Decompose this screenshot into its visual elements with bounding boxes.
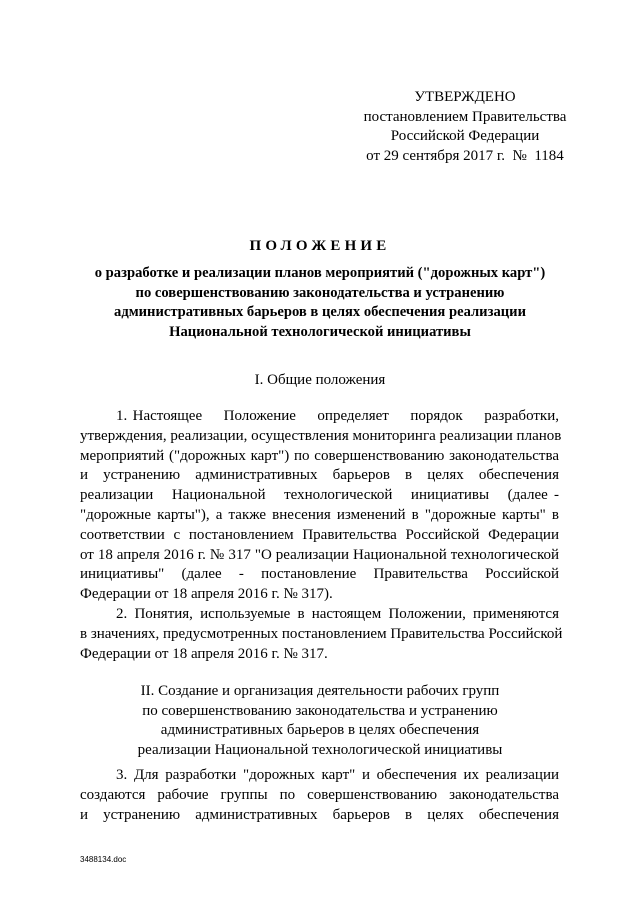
paragraph-line: соответствии с постановлением Правительства Российской Федерации	[80, 526, 559, 543]
paragraph-3	[80, 766, 559, 825]
paragraph-line: 3. Для разработки "дорожных карт" и обеспечения их реализации	[116, 767, 559, 783]
paragraph-line: 1. Настоящее Положение определяет порядок разработки,	[116, 408, 559, 424]
paragraph-line: создаются рабочие группы по совершенствованию законодательства	[80, 786, 559, 803]
document-subtitle	[60, 264, 580, 343]
section-2-heading-line: по совершенствованию законодательства и устранению	[142, 702, 498, 719]
approval-date-number: от 29 сентября 2017 г. № 1184	[366, 147, 564, 164]
paragraph-line: Федерации от 18 апреля 2016 г. № 317).	[80, 586, 333, 603]
section-1-heading	[60, 371, 580, 391]
section-2-heading-line: II. Создание и организация деятельности рабочих групп	[140, 683, 500, 699]
paragraph-1	[80, 407, 562, 605]
paragraph-line: 2. Понятия, используемые в настоящем Положении, применяются	[116, 606, 559, 622]
paragraph-line: и устранению административных барьеров в целях обеспечения	[80, 467, 559, 484]
paragraph-line: инициативы" (далее - постановление Правительства Российской	[80, 566, 559, 583]
approval-heading: УТВЕРЖДЕНО	[414, 89, 516, 105]
paragraph-line: "дорожные карты"), а также внесения изменений в "дорожные карты" в	[80, 506, 559, 523]
paragraph-line: реализации Национальной технологической инициативы (далее -	[80, 487, 559, 504]
approval-line-1: постановлением Правительства	[363, 108, 567, 125]
subtitle-line: административных барьеров в целях обеспечения реализации	[114, 304, 526, 321]
paragraph-line: утверждения, реализации, осуществления мониторинга реализации планов	[80, 427, 562, 444]
paragraph-2	[80, 605, 563, 664]
paragraph-line: в значениях, предусмотренных постановлением Правительства Российской	[80, 625, 563, 642]
paragraph-line: и устранению административных барьеров в целях обеспечения	[80, 806, 559, 823]
approval-line-2: Российской Федерации	[390, 128, 540, 144]
section-2-heading-line: реализации Национальной технологической инициативы	[137, 742, 503, 759]
subtitle-line: Национальной технологической инициативы	[169, 324, 471, 341]
paragraph-line: Федерации от 18 апреля 2016 г. № 317.	[80, 645, 328, 662]
section-2-heading-line: административных барьеров в целях обеспечения	[160, 722, 480, 739]
subtitle-line: о разработке и реализации планов мероприятий ("дорожных карт")	[94, 265, 546, 281]
approval-block	[340, 88, 590, 166]
section-2-heading	[60, 682, 580, 761]
paragraph-line: мероприятий ("дорожных карт") по совершенствованию законодательства	[80, 447, 559, 464]
section-1-heading-text: I. Общие положения	[254, 372, 386, 388]
paragraph-line: от 18 апреля 2016 г. № 317 "О реализации Национальной технологической	[80, 546, 559, 563]
document-title: ПОЛОЖЕНИЕ	[249, 238, 391, 254]
document-file-code: 3488134.doc	[80, 855, 127, 864]
subtitle-line: по совершенствованию законодательства и устранению	[135, 284, 505, 301]
